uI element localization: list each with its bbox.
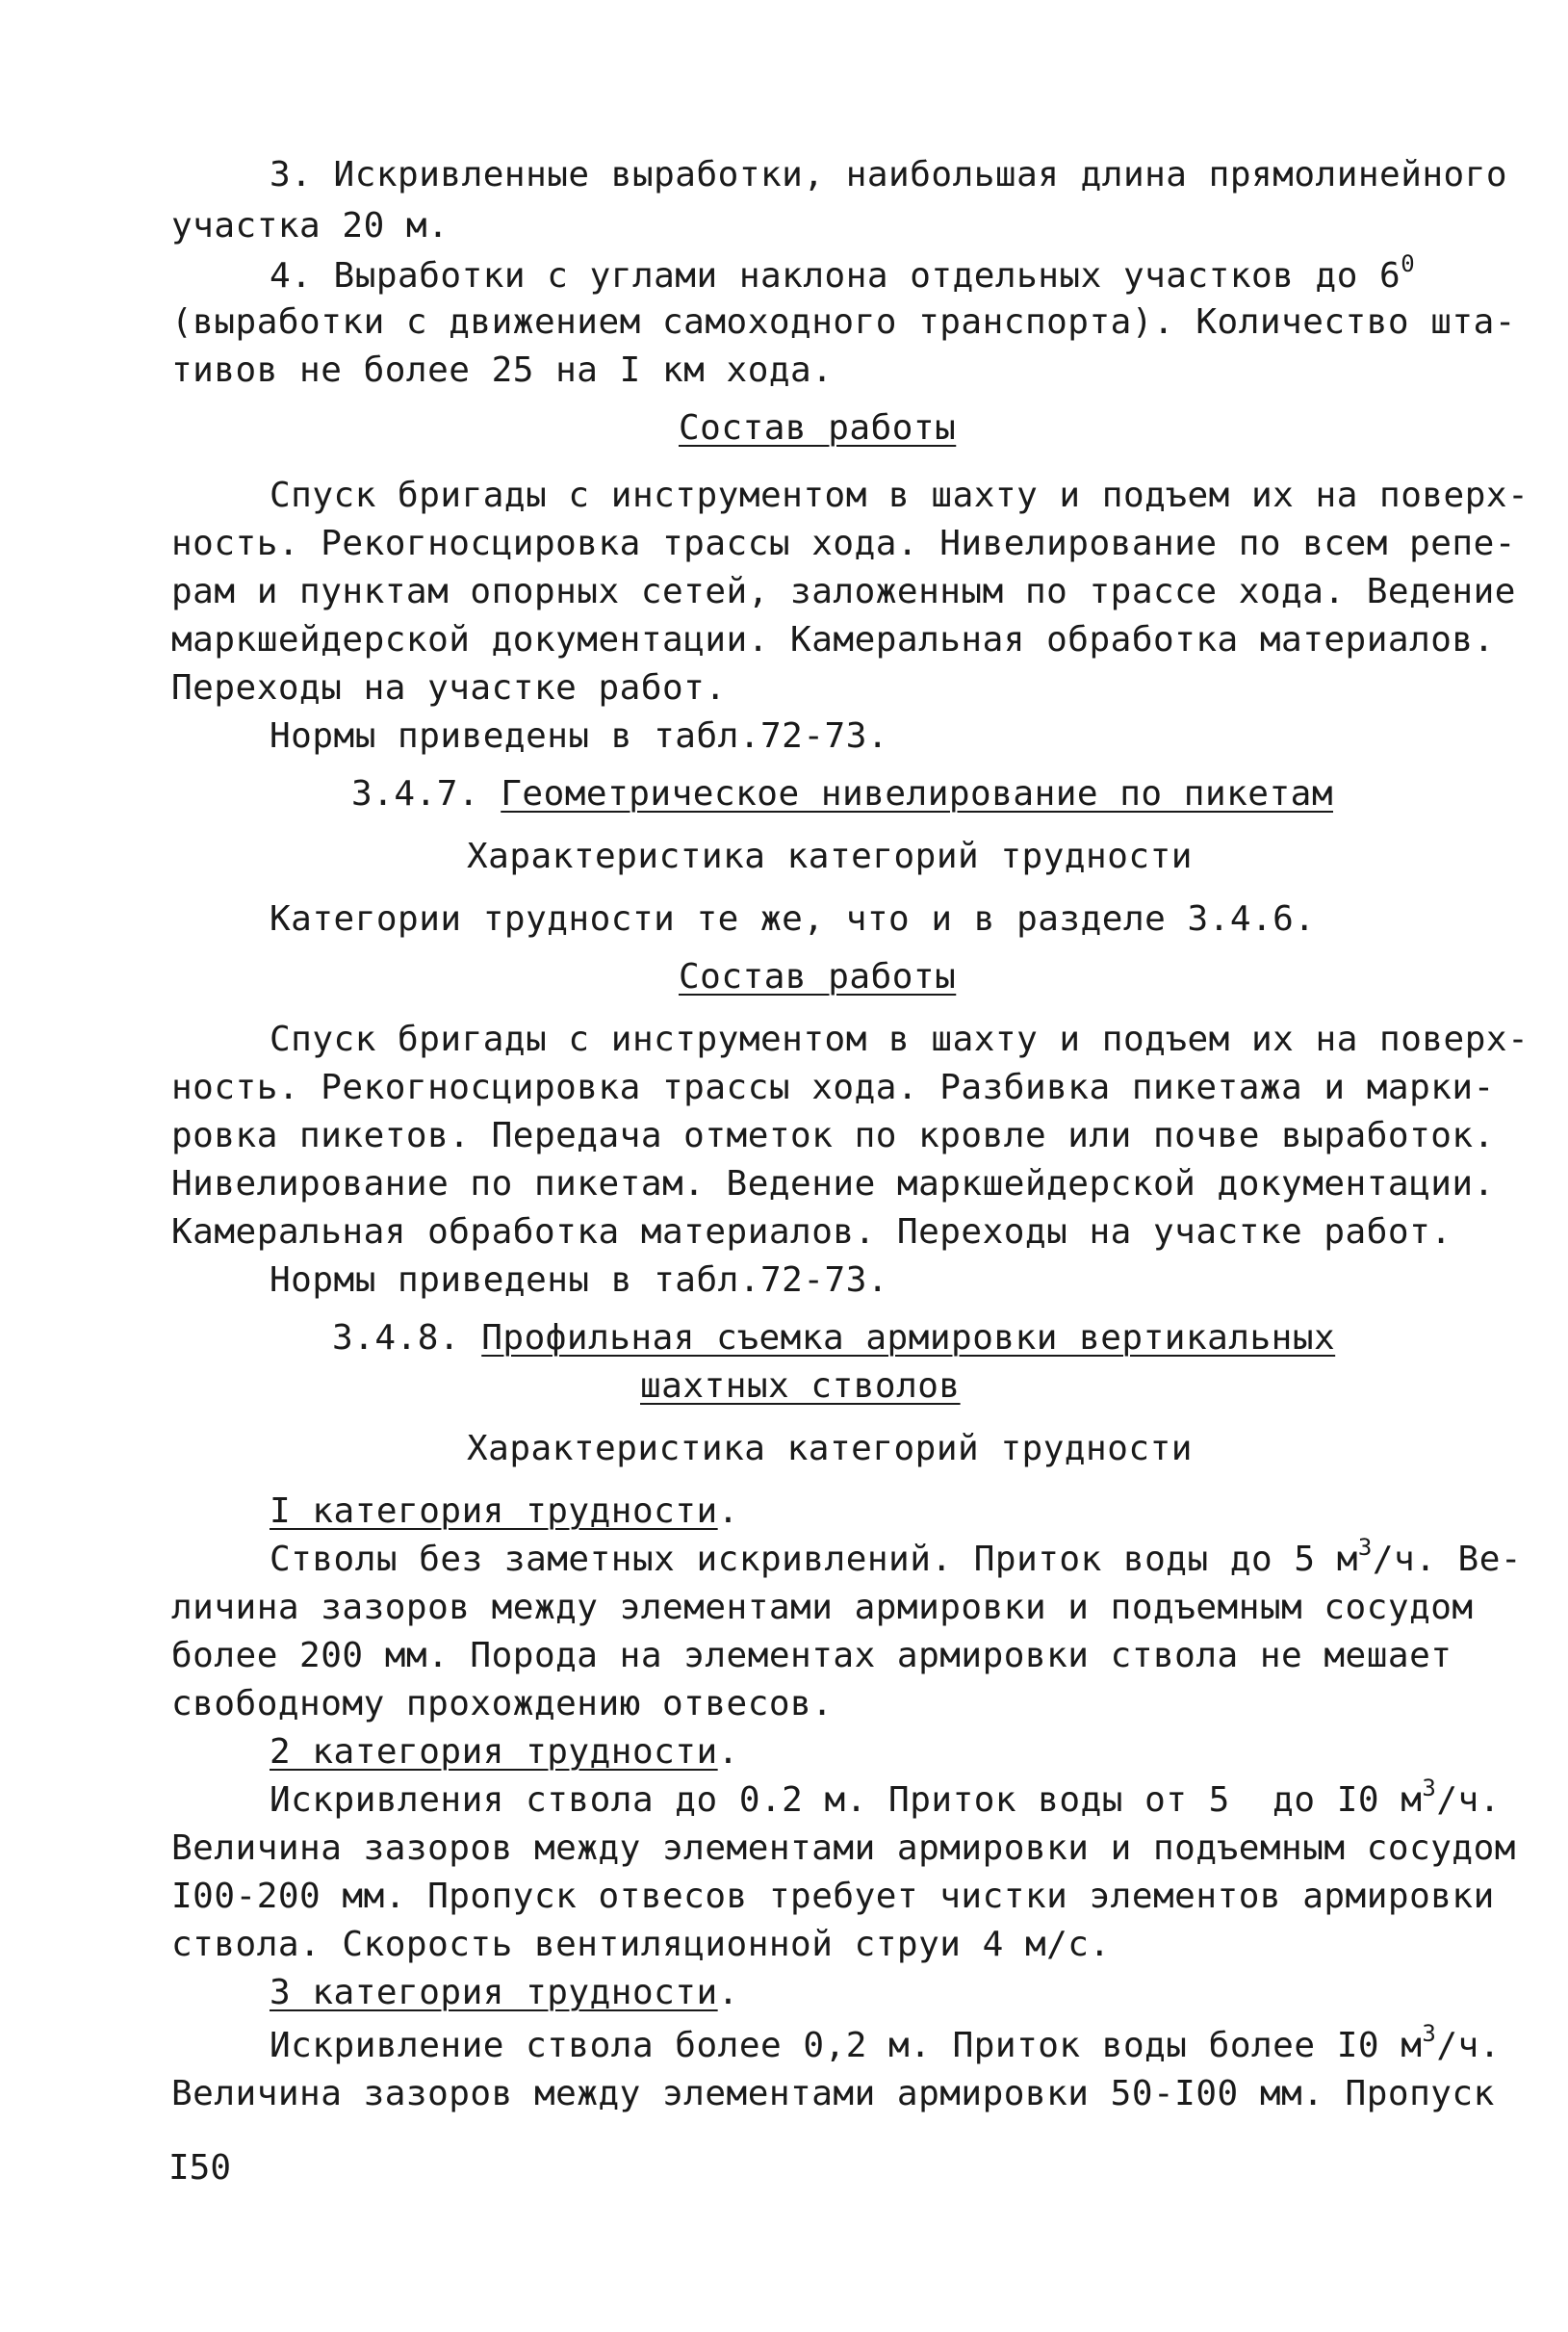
text-span: Искривление ствола более 0,2 м. Приток воды более I0 м (270, 2026, 1423, 2065)
exponent-superscript: 3 (1422, 1775, 1437, 1801)
text-line: (выработки с движением самоходного транспорта). Количество шта- (171, 302, 1516, 342)
text-span: Стволы без заметных искривлений. Приток воды до 5 м (270, 1540, 1358, 1579)
degree-superscript: 0 (1401, 250, 1416, 277)
text-line: тивов не более 25 на I км хода. (171, 350, 834, 390)
text-line: I00-200 мм. Пропуск отвесов требует чистки элементов армировки (171, 1877, 1495, 1916)
text-span: /ч. Ве- (1372, 1540, 1523, 1579)
category-heading-text: 3 категория трудности (270, 1973, 718, 2012)
text-line: более 200 мм. Порода на элементах армировки ствола не мешает (171, 1636, 1452, 1675)
text-line: Камеральная обработка материалов. Переходы на участке работ. (171, 1212, 1452, 1252)
text-line: маркшейдерской документации. Камеральная обработка материалов. (171, 620, 1495, 660)
text-line: Категории трудности те же, что и в разделе 3.4.6. (270, 899, 1316, 939)
text-span: /ч. (1436, 2026, 1501, 2065)
category-heading (270, 1972, 739, 2014)
section-heading: Состав работы (679, 957, 957, 997)
text-line: ность. Рекогносцировка трассы хода. Разбивка пикетажа и марки- (171, 1068, 1495, 1107)
heading-punctuation: . (717, 1491, 739, 1531)
subsection-heading: Характеристика категорий трудности (467, 837, 1193, 876)
category-heading-text: I категория трудности (270, 1491, 718, 1531)
text-line: ность. Рекогносцировка трассы хода. Нивелирование по всем репе- (171, 524, 1516, 563)
heading-punctuation: . (717, 1973, 739, 2012)
category-heading-text: 2 категория трудности (270, 1732, 718, 1772)
section-heading: Состав работы (679, 408, 957, 448)
text-line: свободному прохождению отвесов. (171, 1684, 834, 1723)
text-line: ровка пикетов. Передача отметок по кровле или почве выработок. (171, 1116, 1495, 1155)
exponent-superscript: 3 (1357, 1534, 1373, 1561)
text-line: личина зазоров между элементами армировки и подъемным сосудом (171, 1588, 1474, 1627)
text-line: ствола. Скорость вентиляционной струи 4 м/с. (171, 1925, 1111, 1964)
section-title-text: Профильная съемка армировки вертикальных (481, 1318, 1336, 1358)
text-span: 4. Выработки с углами наклона отдельных участков до 6 (270, 256, 1401, 296)
text-line: Величина зазоров между элементами армировки и подъемным сосудом (171, 1828, 1516, 1868)
section-title-text: Геометрическое нивелирование по пикетам (501, 774, 1333, 814)
subsection-heading: Характеристика категорий трудности (467, 1429, 1193, 1468)
text-line: Спуск бригады с инструментом в шахту и подъем их на поверх- (270, 1020, 1529, 1059)
text-line: Спуск бригады с инструментом в шахту и подъем их на поверх- (270, 476, 1529, 515)
text-span: Искривления ствола до 0.2 м. Приток воды от 5 до I0 м (270, 1780, 1423, 1820)
text-line (270, 1534, 1523, 1581)
page-number: I50 (168, 2148, 232, 2188)
section-title (332, 1317, 1335, 1360)
text-line: Нормы приведены в табл.72-73. (270, 716, 889, 756)
category-heading (270, 1731, 739, 1774)
section-title-text: шахтных стволов (640, 1366, 961, 1406)
section-title (351, 773, 1333, 816)
text-line: Нормы приведены в табл.72-73. (270, 1260, 889, 1300)
section-number: 3.4.8. (332, 1318, 482, 1358)
text-line: Переходы на участке работ. (171, 668, 727, 708)
text-line: рам и пунктам опорных сетей, заложенным по трассе хода. Ведение (171, 572, 1516, 611)
category-heading (270, 1490, 739, 1533)
text-line: Нивелирование по пикетам. Ведение маркшейдерской документации. (171, 1164, 1495, 1204)
text-line (270, 2020, 1501, 2067)
text-line (270, 250, 1416, 298)
exponent-superscript: 3 (1422, 2020, 1437, 2047)
text-line (270, 1775, 1501, 1822)
heading-punctuation: . (717, 1732, 739, 1772)
text-line: 3. Искривленные выработки, наибольшая длина прямолинейного (270, 155, 1508, 194)
text-span: /ч. (1436, 1780, 1501, 1820)
text-line: Величина зазоров между элементами армировки 50-I00 мм. Пропуск (171, 2074, 1495, 2113)
section-number: 3.4.7. (351, 774, 501, 814)
text-line: участка 20 м. (171, 206, 450, 246)
